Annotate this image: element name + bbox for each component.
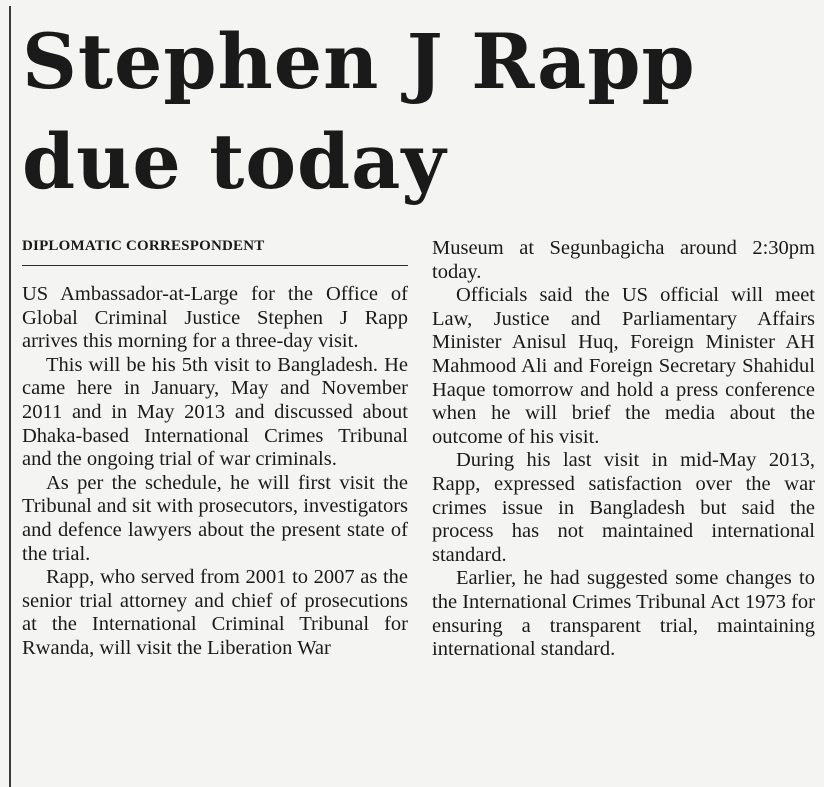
byline-divider (22, 265, 408, 266)
paragraph: Rapp, who served from 2001 to 2007 as the senior trial attorney and chief of prosecutions at the International Criminal Tribunal for Rwanda, will visit the Liberation War (22, 566, 408, 659)
byline: DIPLOMATIC CORRESPONDENT (22, 238, 265, 254)
paragraph: Earlier, he had suggested some changes to the International Crimes Tribunal Act 1973 for ensuring a transparent trial, maintaining international standard. (432, 567, 815, 661)
paragraph: This will be his 5th visit to Bangladesh. He came here in January, May and November 2011 and in May 2013 and discussed about Dhaka-based International Crimes Tribunal and the ongoing trial of war criminals. (22, 353, 408, 471)
right-column (432, 237, 815, 662)
paragraph: US Ambassador-at-Large for the Office of Global Criminal Justice Stephen J Rapp arrives this morning for a three-day visit. (22, 283, 408, 353)
paragraph: Museum at Segunbagicha around 2:30pm today. (432, 237, 815, 283)
left-column (22, 283, 408, 661)
headline-line-2: due today (22, 117, 447, 206)
paragraph: During his last visit in mid-May 2013, Rapp, expressed satisfaction over the war crimes issue in Bangladesh but said the process has not maintained international standard. (432, 449, 815, 566)
headline (22, 12, 822, 212)
paragraph: Officials said the US official will meet Law, Justice and Parliamentary Affairs Minister Anisul Huq, Foreign Minister AH Mahmood Ali and Foreign Secretary Shahidul Haque tomorrow and hold a press conference when he will brief the media about the outcome of his visit. (432, 284, 815, 448)
column-rule (9, 6, 11, 787)
paragraph: As per the schedule, he will first visit the Tribunal and sit with prosecutors, investigators and defence lawyers about the present state of the trial. (22, 471, 408, 565)
headline-line-1: Stephen J Rapp (22, 17, 696, 106)
